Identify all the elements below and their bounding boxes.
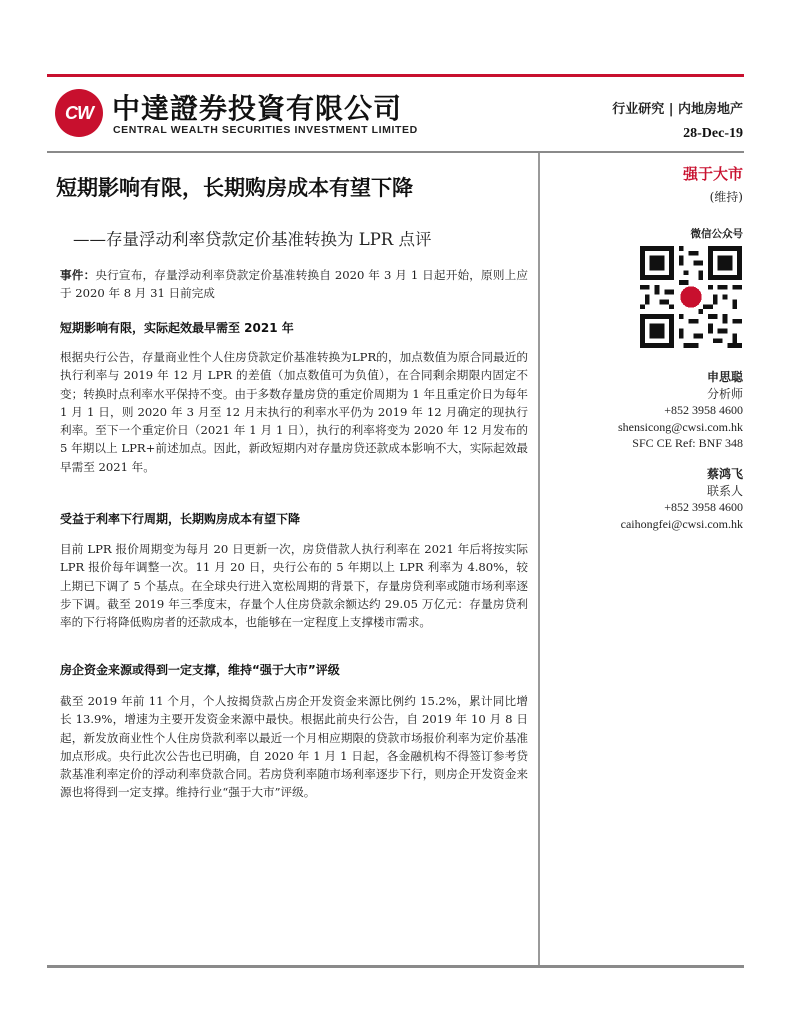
analyst-email[interactable]: shensicong@cwsi.com.hk [617,419,743,434]
section-paragraph: 截至 2019 年前 11 个月，个人按揭贷款占房企开发资金来源比例约 15.2%，累计同比增长 13.9%，增速为主要开发资金来源中最快。根据此前央行公告，自 2019 年 10 月 8 日起，新发放商业性个人住房贷款利率以最近一个月相应期限的贷款市场报价利率为定价基准加点形成。央行此次公告也已明确，自 2020 年 1 月 1 日起，各金融机构不得签订参考贷款基准利率定价的浮动利率贷款合同。若房贷利率随市场利率逐步下行，则房企开发资金来源也将得到一定支撑。维持行业“强于大市”评级。 [60,694,528,800]
column-divider [538,153,540,968]
contact-phone: +852 3958 4600 [664,500,743,514]
contact-name: 蔡鸿飞 [706,467,743,481]
analyst-license: SFC CE Ref: BNF 348 [632,436,743,450]
company-logo-icon [55,89,103,137]
event-paragraph [60,266,528,303]
analyst-card [618,369,743,452]
top-red-rule [47,74,744,77]
contact-role: 联系人 [706,483,743,498]
rating-status: (维持) [709,190,743,204]
page-subtitle: ——存量浮动利率贷款定价基准转换为 LPR 点评 [73,230,432,249]
company-name-en: CENTRAL WEALTH SECURITIES INVESTMENT LIMITED [113,124,418,136]
header-divider [47,151,744,153]
footer-divider [47,965,744,968]
report-category: 行业研究 | 内地房地产 [612,102,743,117]
analyst-phone: +852 3958 4600 [664,403,743,417]
report-date: 28-Dec-19 [683,126,743,141]
section-paragraph: 目前 LPR 报价周期变为每月 20 日更新一次，房贷借款人执行利率在 2021 年后将按实际 LPR 报价每年调整一次。11 月 20 日，央行公布的 5 年期以上 LPR 利率为 4.80%，较上期已下调了 5 个基点。在全球央行进入宽松周期的背景下，存量房贷利率或随市场利率逐步下调。截至 2019 年三季度末，存量个人住房贷款余额达约 29.05 万亿元：存量房贷利率的下行将降低购房者的还款成本，也能够在一定程度上支撑楼市需求。 [60,542,528,630]
contact-card [621,466,743,532]
wechat-qr-code-icon [640,246,742,348]
logo-mark: CW [65,102,93,123]
analyst-name: 申思聪 [706,370,743,384]
analyst-role: 分析师 [706,386,743,401]
section-heading: 房企资金来源或得到一定支撑，维持“强于大市”评级 [60,663,340,677]
section-heading: 受益于利率下行周期，长期购房成本有望下降 [60,512,301,526]
page-title: 短期影响有限，长期购房成本有望下降 [56,176,413,200]
company-name-cn: 中達證券投資有限公司 [112,92,403,125]
contact-email[interactable]: caihongfei@cwsi.com.hk [620,516,743,531]
industry-rating: 强于大市 [682,165,743,183]
section-heading: 短期影响有限，实际起效最早需至 2021 年 [60,321,294,335]
event-label: 事件： [60,268,96,282]
section-paragraph: 根据央行公告，存量商业性个人住房贷款定价基准转换为LPR的，加点数值为原合同最近的执行利率与 2019 年 12 月 LPR 的差值（加点数值可为负值），在合同剩余期限内固定不变；转换时点利率水平保持不变。由于多数存量房贷的重定价周期为 1 年且重定价日为每年 1 月 1 日，则 2020 年 3 月至 12 月末执行的利率水平仍为 2019 年 12 月确定的现执行利率。至下一个重定价日（2021 年 1 月 1 日），执行的利率将变为 2020 年 12 月发布的 5 年期以上 LPR+前述加点。因此，新政短期内对存量房贷还款成本影响不大，实际起效最早需至 2021 年。 [60,350,528,474]
event-text: 央行宣布，存量浮动利率贷款定价基准转换自 2020 年 3 月 1 日起开始，原则上应于 2020 年 8 月 31 日前完成 [60,268,528,301]
wechat-label: 微信公众号 [690,228,743,240]
